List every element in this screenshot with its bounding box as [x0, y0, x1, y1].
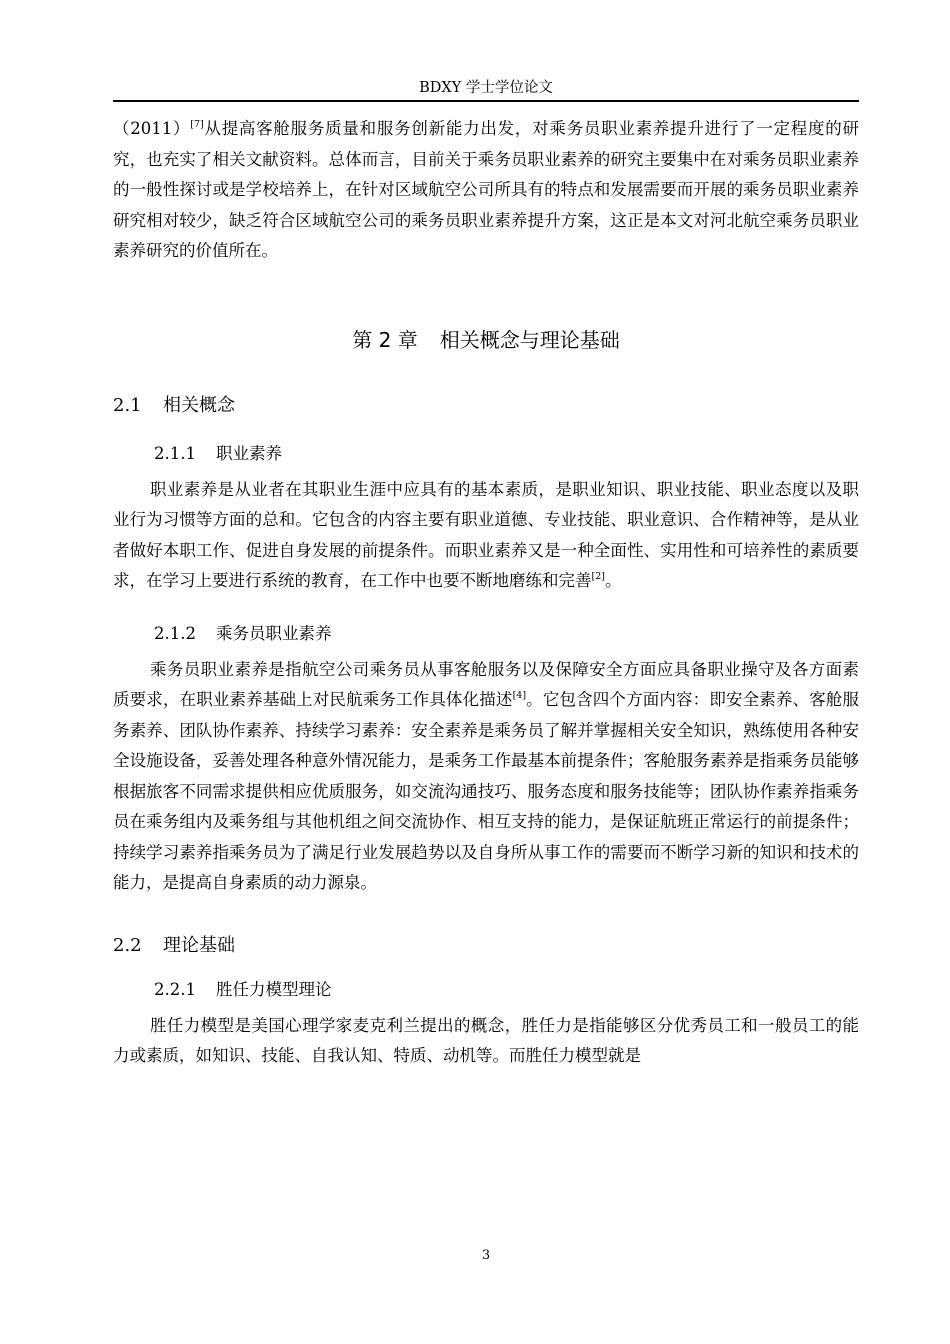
intro-text: 从提高客舱服务质量和服务创新能力出发，对乘务员职业素养提升进行了一定程度的研究，也充实了相关文献资料。总体而言，目前关于乘务员职业素养的研究主要集中在对乘务员职业素养的一般性探讨或是学校培养上，在针对区域航空公司所具有的特点和发展需要而开展的乘务员职业素养研究相对较少，缺乏符合区域航空公司的乘务员职业素养提升方案，这正是本文对河北航空乘务员职业素养研究的价值所在。	[113, 119, 860, 260]
intro-cite-year: （2011）	[113, 119, 191, 138]
header-rule	[113, 100, 859, 102]
citation-ref: [4]	[512, 690, 527, 701]
paragraph-2-1-2	[113, 655, 859, 899]
section-title: 理论基础	[163, 934, 235, 956]
intro-paragraph	[113, 114, 859, 267]
paragraph-2-2-1	[113, 1011, 859, 1072]
subsection-number: 2.2.1	[154, 979, 196, 999]
paragraph-text-b: 。它包含四个方面内容：即安全素养、客舱服务素养、团队协作素养、持续学习素养：安全素养是乘务员了解并掌握相关安全知识，熟练使用各种安全设施设备，妥善处理各种意外情况能力，是乘务工作最基本前提条件；客舱服务素养是指乘务员能够根据旅客不同需求提供相应优质服务，如交流沟通技巧、服务态度和服务技能等；团队协作素养指乘务员在乘务组内及乘务组与其他机组之间交流协作、相互支持的能力，是保证航班正常运行的前提条件；持续学习素养指乘务员为了满足行业发展趋势以及自身所从事工作的需要而不断学习新的知识和技术的能力，是提高自身素质的动力源泉。	[113, 690, 859, 892]
paragraph-tail: 。	[604, 571, 622, 590]
running-header: BDXY 学士学位论文	[419, 80, 553, 96]
section-number: 2.2	[113, 934, 142, 956]
subsection-number: 2.1.1	[154, 443, 196, 463]
subsection-title: 乘务员职业素养	[216, 623, 332, 643]
intro-cite-ref: [7]	[190, 119, 204, 130]
chapter-label: 第 2 章	[352, 327, 418, 352]
subsection-heading-2-2-1	[113, 977, 859, 1003]
paragraph-text-a: 乘务员职业素养是指航空公司乘务员从事客舱服务以及保障安全方面应具备职业操守及各方面素质要求，在职业素养基础上对民航乘务工作具体化描述	[113, 659, 859, 709]
section-title: 相关概念	[163, 394, 235, 416]
section-heading-2-1	[113, 393, 859, 419]
section-number: 2.1	[113, 394, 142, 416]
subsection-number: 2.1.2	[154, 623, 196, 643]
section-heading-2-2	[113, 933, 859, 959]
subsection-title: 职业素养	[216, 443, 282, 463]
paragraph-2-1-1	[113, 475, 859, 597]
subsection-title: 胜任力模型理论	[216, 979, 332, 999]
citation-ref: [2]	[591, 571, 605, 582]
subsection-heading-2-1-2	[113, 621, 859, 647]
chapter-heading	[113, 325, 859, 355]
page-body	[113, 114, 859, 1072]
chapter-title: 相关概念与理论基础	[439, 327, 620, 352]
paragraph-text: 胜任力模型是美国心理学家麦克利兰提出的概念，胜任力是指能够区分优秀员工和一般员工的能力或素质，如知识、技能、自我认知、特质、动机等。而胜任力模型就是	[113, 1015, 859, 1065]
page-number: 3	[481, 1248, 491, 1263]
subsection-heading-2-1-1	[113, 441, 859, 467]
paragraph-text: 职业素养是从业者在其职业生涯中应具有的基本素质，是职业知识、职业技能、职业态度以及职业行为习惯等方面的总和。它包含的内容主要有职业道德、专业技能、职业意识、合作精神等，是从业者做好本职工作、促进自身发展的前提条件。而职业素养又是一种全面性、实用性和可培养性的素质要求，在学习上要进行系统的教育，在工作中也要不断地磨练和完善	[113, 479, 859, 590]
